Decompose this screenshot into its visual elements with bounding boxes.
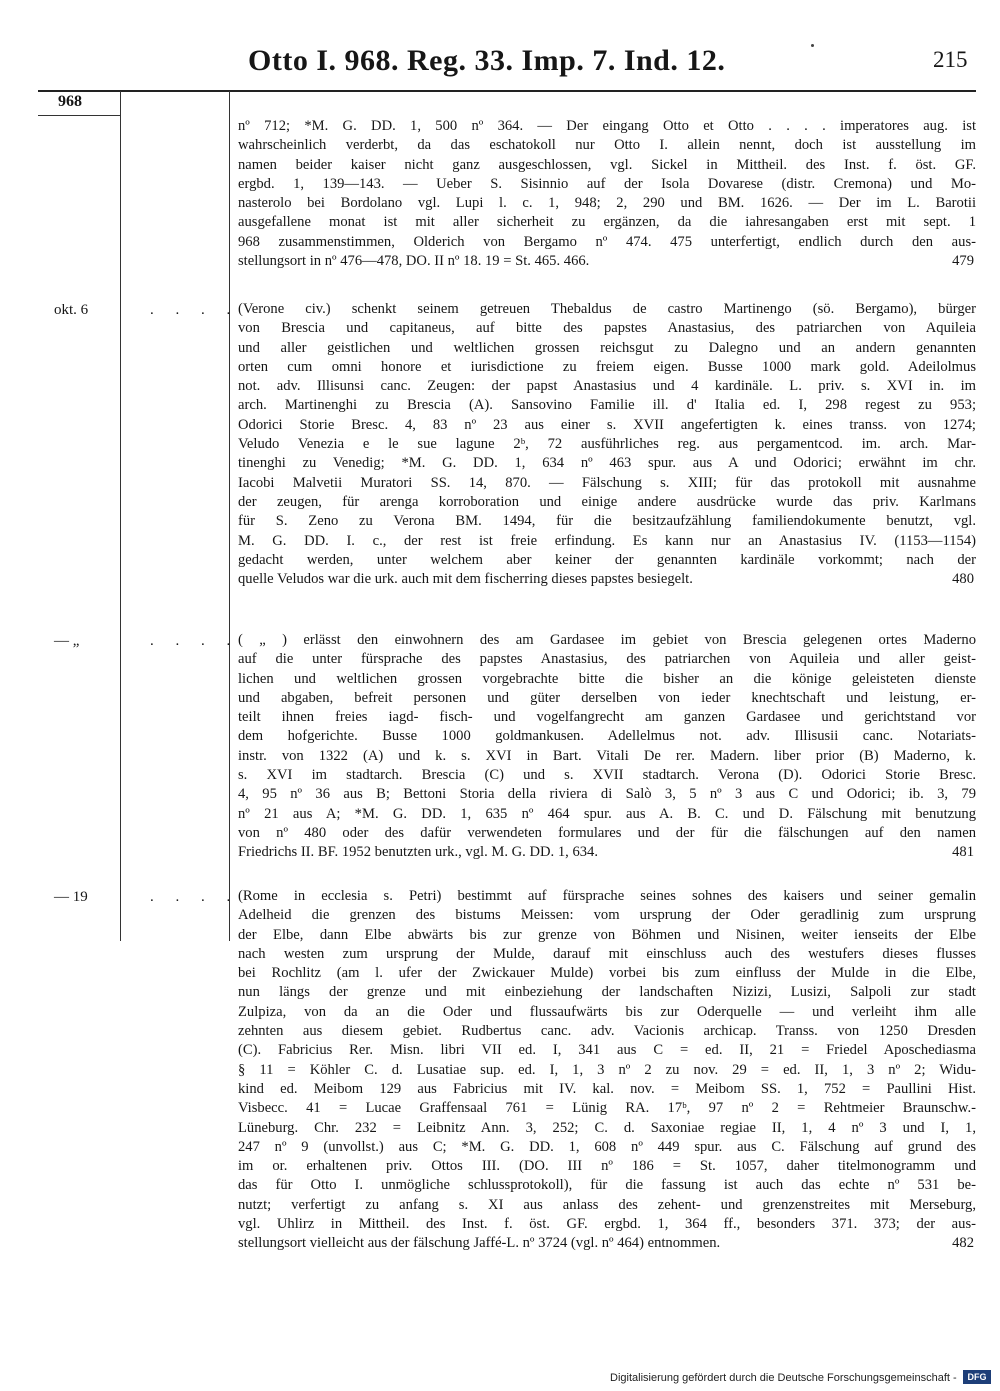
text-line: 247 nº 9 (unvollst.) aus C; *M. G. DD. 1, 608 nº 449 spur. aus C. Fälschung auf grund des [238, 1138, 976, 1155]
text-line: dem hofgerichte. Busse 1000 goldmankusen. Adellelmus not. adv. Illisusii canc. Notariats- [238, 728, 976, 745]
last-line [238, 570, 976, 589]
text-line: von Brescia und capitaneus, auf bitte des papstes Anastasius, des patriarchen von Aquileia [238, 320, 976, 337]
text-line: Adelheid die grenzen des bistums Meissen: vom ursprung der Oder geradlinig zum ursprung [238, 907, 976, 924]
text-line: nº 712; *M. G. DD. 1, 500 nº 364. — Der eingang Otto et Otto . . . . imperatores aug. ist [238, 118, 976, 134]
text-line: quelle Veludos war die urk. auch mit dem fischerring dieses papstes besiegelt. [238, 571, 693, 588]
page-number: 215 [933, 47, 968, 72]
text-line: 968 zusammenstimmen, Olderich von Bergamo nº 474. 475 unterfertigt, endlich durch den aus- [238, 233, 976, 250]
entry-number: 481 [952, 844, 974, 861]
text-line: Odorici Storie Bresc. 4, 83 nº 23 aus einer s. XVII angefertigten k. eines transs. von 1274; [238, 416, 976, 433]
text-line: ( „ ) erlässt den einwohnern des am Gardasee im gebiet von Brescia gelegenen ortes Maderno [238, 632, 976, 648]
text-line: ausgefallene monat ist mit aller sicherheit zu ergänzen, da die iahresangaben erst mit sept. 1 [238, 214, 976, 231]
last-line [238, 1234, 976, 1253]
entry-date: — 19 [54, 889, 88, 905]
entry-482 [238, 887, 976, 1254]
entry-date: — „ [54, 633, 80, 649]
text-line: von nº 480 oder des dafür verwendeten formulares und der für die fälschungen auf den namen [238, 824, 976, 841]
entry-480 [238, 300, 976, 589]
text-line: auf die unter fürsprache des papstes Anastasius, des patriarchen von Aquileia und aller geist- [238, 651, 976, 668]
text-line: orten cum omni honore et iurisdictione zu freiem eigen. Busse 1000 mark gold. Adeilolmus [238, 358, 976, 375]
text-line: nun längs der grenze und mit einbeziehung der landschaften Nizizi, Lusizi, Salpoli zur stadt [238, 984, 976, 1001]
entry-number: 482 [952, 1235, 974, 1252]
entry-479 [238, 117, 976, 271]
text-line: (Rome in ecclesia s. Petri) bestimmt auf fürsprache seines sohnes des kaisers und seiner gemalin [238, 888, 976, 904]
text-line: M. G. DD. I. c., der rest ist freie erfindung. Es kann nur an Anastasius IV. (1153—1154) [238, 532, 976, 549]
leader-dots: . . . . [150, 633, 240, 649]
text-line: stellungsort vielleicht aus der fälschung Jaffé-L. nº 3724 (vgl. nº 464) entnommen. [238, 1235, 721, 1252]
year-label: 968 [58, 93, 82, 110]
margin-rule-left [120, 91, 121, 941]
text-line: s. XVI im stadtarch. Brescia (C) und s. XVII stadtarch. Verona (D). Odorici Storie Bresc. [238, 767, 976, 784]
text-line: nº 21 aus A; *M. G. DD. 1, 635 nº 464 spur. aus A. B. C. und D. Fälschung mit benutzung [238, 805, 976, 822]
text-line: instr. von 1322 (A) und k. s. XVI in Bart. Vitali De rer. Madern. liber prior (B) Maderno, k. [238, 747, 976, 764]
text-line: für S. Zeno zu Verona BM. 1494, für die besitzaufzählung familiendokumente benutzt, vgl. [238, 513, 976, 530]
dfg-logo: DFG [963, 1370, 991, 1384]
text-line: bei Rochlitz (am l. ufer der Zwickauer Mulde) vorbei bis zum einfluss der Mulde in die Elbe, [238, 965, 976, 982]
leader-dots: . . . . [150, 302, 240, 318]
text-line: Friedrichs II. BF. 1952 benutzten urk., vgl. M. G. DD. 1, 634. [238, 844, 598, 861]
text-line: Veludo Venezia e le sue lagune 2ᵇ, 72 ausführliches reg. aus pergamentcod. im. arch. Mar- [238, 436, 976, 453]
text-line: zehnten aus diesem gebiet. Rudbertus canc. adv. Vacionis archicap. Transs. von 1250 Dresden [238, 1023, 976, 1040]
entry-number: 479 [952, 253, 974, 270]
text-line: stellungsort in nº 476—478, DO. II nº 18. 19 = St. 465. 466. [238, 253, 590, 270]
last-line [238, 843, 976, 862]
footer-credit: Digitalisierung gefördert durch die Deutsche Forschungsgemeinschaft - [610, 1372, 957, 1384]
text-line: ergbd. 1, 139—143. — Ueber S. Sisinnio auf der Isola Dovarese (distr. Cremona) und Mo- [238, 175, 976, 192]
margin-rule-right [229, 91, 230, 941]
entry-number: 480 [952, 571, 974, 588]
leader-dots: . . . . [150, 889, 240, 905]
text-line: Visbecc. 41 = Lucae Graffensaal 761 = Lünig RA. 17ᵇ, 97 nº 2 = Rehtmeier Braunschw.- [238, 1100, 976, 1117]
entry-481 [238, 631, 976, 863]
text-line: das für Otto I. unmögliche schlussprotokoll), für die fassung ist auch das echte nº 531 be- [238, 1177, 976, 1194]
text-line: der zeugen, für arenga korroboration und einige andere ausdrücke wurde das priv. Karlmans [238, 493, 976, 510]
text-line: kind ed. Meibom 129 aus Fabricius mit IV. kal. nov. = Meibom SS. 1, 752 = Paullini Hist. [238, 1080, 976, 1097]
text-line: nutzt; verfertigt zu anfang s. XI aus anlass des zehent- und grenzenstreites mit Merseburg, [238, 1196, 976, 1213]
text-line: Lüneburg. Chr. 232 = Leibnitz Ann. 3, 252; C. d. Saxoniae regiae II, 1, 4 nº 3 und I, 1, [238, 1119, 976, 1136]
text-line: 4, 95 nº 36 aus B; Bettoni Storia della riviera di Salò 3, 5 nº 3 aus C und Odorici; ib. 3, 79 [238, 786, 976, 803]
text-line: teilt ihnen freies iagd- fisch- und vogelfangrecht am ganzen Gardasee und gerichtstand vor [238, 709, 976, 726]
year-underline [38, 115, 120, 116]
header-rule [38, 90, 976, 92]
text-line: der Elbe, dann Elbe abwärts bis zur grenze von Böhmen und Nisinen, weiter ienseits der Elbe [238, 926, 976, 943]
text-line: nach westen zum ursprung der Mulde, darauf mit einschluss auch des westufers dieses flusses [238, 945, 976, 962]
text-line: und aller geistlichen und weltlichen grossen reichsgut zu Dalegno und an andern genannten [238, 339, 976, 356]
text-line: tinenghi zu Venedig; *M. G. DD. 1, 634 nº 463 spur. aus A und Odorici; erwähnt im chr. [238, 455, 976, 472]
speck [811, 44, 814, 47]
text-line: im or. erhaltenen priv. Ottos III. (DO. III nº 186 = St. 1057, daher titelmonogramm und [238, 1158, 976, 1175]
text-line: wahrscheinlich verderbt, da das eschatokoll nur Otto I. allein nennt, doch ist ausstellung im [238, 137, 976, 154]
text-line: not. adv. Illisunsi canc. Zeugen: der papst Anastasius und 4 kardinäle. L. priv. s. XVI in. im [238, 378, 976, 395]
entry-date: okt. 6 [54, 302, 89, 318]
text-line: vgl. Uhlirz in Mittheil. des Inst. f. öst. GF. ergbd. 1, 364 ff., besonders 371. 373; der aus- [238, 1216, 976, 1233]
header-title: Otto I. 968. Reg. 33. Imp. 7. Ind. 12. [248, 44, 726, 77]
text-line: lichen und weltlichen grossen vorgebrachte bitte die bisher an die könige geleisteten dienste [238, 670, 976, 687]
text-line: (Verone civ.) schenkt seinem getreuen Thebaldus de castro Martinengo (sö. Bergamo), bürger [238, 301, 976, 317]
text-line: Zulpiza, von da an die Oder und flussaufwärts bis zur Oderquelle — und verleiht ihm alle [238, 1003, 976, 1020]
text-line: arch. Martinenghi zu Brescia (A). Sansovino Familie ill. d' Italia ed. I, 298 regest zu 953; [238, 397, 976, 414]
text-line: nasterolo bei Bordolano vgl. Lupi l. c. 1, 948; 2, 290 und BM. 1626. — Der im L. Barotii [238, 195, 976, 212]
text-line: und abgaben, befreit personen und güter derselben von ieder knechtschaft und leistung, er- [238, 689, 976, 706]
text-line: § 11 = Köhler C. d. Lusatiae sup. ed. I, 1, 3 nº 2 zu nov. 29 = ed. II, 1, 3 nº 2; Widu- [238, 1061, 976, 1078]
text-line: namen beider kaiser nicht ganz ausgeschlossen, vgl. Sickel in Mittheil. des Inst. f. öst. GF. [238, 156, 976, 173]
text-line: Iacobi Malvetii Muratori SS. 14, 870. — Fälschung s. XIII; für das protokoll mit ausnahme [238, 474, 976, 491]
last-line [238, 252, 976, 271]
text-line: (C). Fabricius Rer. Misn. libri VII ed. I, 341 aus C = ed. II, 21 = Friedel Aposchediasma [238, 1042, 976, 1059]
text-line: gedacht werden, unter welchem aber keiner der genannten kardinäle vorkommt; nach der [238, 551, 976, 568]
running-header [0, 44, 1000, 84]
